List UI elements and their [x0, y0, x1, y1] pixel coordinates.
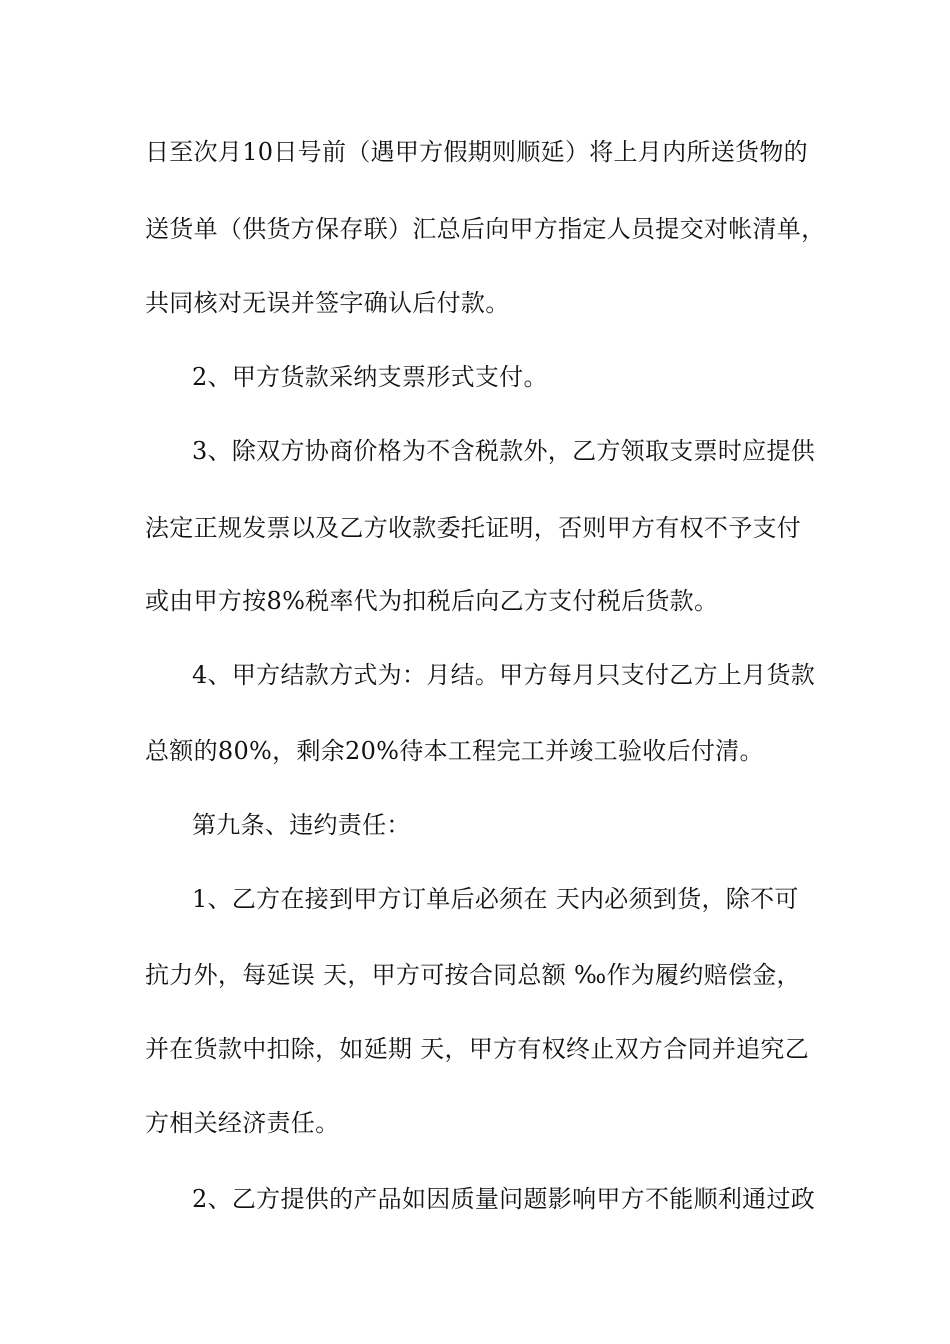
- section-heading: 第九条、违约责任：: [192, 811, 411, 839]
- paragraph-line: 送货单（供货方保存联）汇总后向甲方指定人员提交对帐清单，: [145, 215, 826, 243]
- paragraph-line: 法定正规发票以及乙方收款委托证明，否则甲方有权不予支付: [145, 514, 802, 542]
- clause-line: 2、甲方货款采纳支票形式支付。: [192, 363, 548, 391]
- clause-line: 4、甲方结款方式为：月结。甲方每月只支付乙方上月货款: [192, 661, 816, 689]
- paragraph-line: 总额的80%，剩余20%待本工程完工并竣工验收后付清。: [145, 737, 764, 765]
- paragraph-line: 并在货款中扣除，如延期 天，甲方有权终止双方合同并追究乙: [145, 1035, 810, 1063]
- paragraph-line: 抗力外，每延误 天，甲方可按合同总额 ‰作为履约赔偿金，: [145, 961, 801, 989]
- paragraph-line: 共同核对无误并签字确认后付款。: [145, 289, 510, 317]
- clause-line: 1、乙方在接到甲方订单后必须在 天内必须到货，除不可: [192, 885, 799, 913]
- paragraph-line: 或由甲方按8%税率代为扣税后向乙方支付税后货款。: [145, 587, 719, 615]
- paragraph-line: 日至次月10日号前（遇甲方假期则顺延）将上月内所送货物的: [145, 138, 808, 166]
- clause-line: 2、乙方提供的产品如因质量问题影响甲方不能顺利通过政: [192, 1185, 816, 1213]
- clause-line: 3、除双方协商价格为不含税款外，乙方领取支票时应提供: [192, 437, 816, 465]
- paragraph-line: 方相关经济责任。: [145, 1109, 340, 1137]
